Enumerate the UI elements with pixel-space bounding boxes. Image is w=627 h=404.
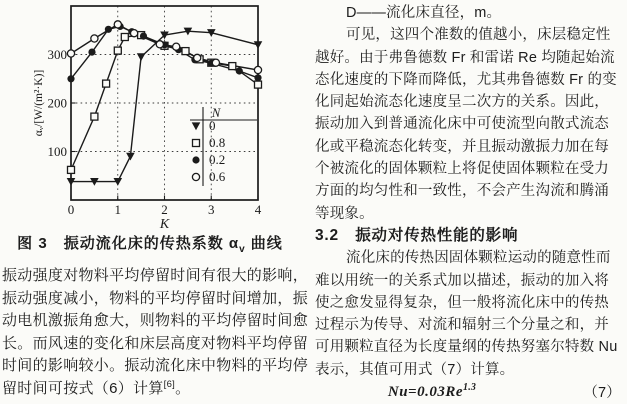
right-column — [315, 2, 627, 403]
equation-body: Nu=0.03Re — [387, 384, 464, 401]
figure-caption-subscript: v — [239, 244, 246, 255]
text-line: 流化床的传热因固体颗粒运动的随意性而 — [346, 250, 611, 267]
figure-caption-label: 图 3 — [17, 235, 48, 252]
figure-caption-text: 振动流化床的传热系数 α — [47, 235, 240, 252]
equation-7 — [315, 381, 627, 403]
right-column-lines — [315, 2, 627, 381]
y-axis-label: αᵥ/[W/(m²·K)] — [33, 69, 45, 137]
text-line: 动电机激振角愈大，则物料的平均停留时间愈 — [2, 312, 309, 330]
x-axis-label: K — [159, 217, 170, 232]
text-line: 表示，其值可用式（7）计算。 — [315, 361, 515, 378]
text-line: 化同起始流态化速度呈二次方的关系。因此， — [315, 94, 609, 111]
text-line: 化或平稳流态化转变，并且振动激振力加在每 — [315, 138, 609, 155]
text-line: 振动强度减小，物料的平均停留时间增加，振 — [2, 289, 309, 307]
chart-svg — [0, 0, 310, 258]
text-line: 方面的均匀性和一致性，不会产生沟流和腾涌 — [315, 183, 609, 200]
curve-N-0 — [71, 31, 258, 181]
text-line: 使之愈发显得复杂，但一般将流化床中的传热 — [315, 294, 609, 311]
heat-transfer-coefficient-chart — [0, 0, 310, 263]
text-line: D——流化床直径，m。 — [346, 5, 502, 21]
svg-text:300: 300 — [47, 47, 67, 62]
text-line: 时间的影响较小。振动流化床中物料的平均停 — [2, 357, 309, 375]
svg-text:0: 0 — [67, 202, 75, 217]
equation-number: （7） — [583, 385, 621, 402]
text-line: 振动加入到普通流化床中可使流型向散式流态 — [315, 116, 609, 133]
svg-text:4: 4 — [254, 202, 262, 217]
svg-text:2: 2 — [161, 202, 168, 217]
legend-title: N — [211, 106, 221, 120]
figure-caption — [0, 232, 300, 255]
legend-label: 0 — [209, 118, 216, 133]
svg-text:3: 3 — [208, 202, 215, 217]
svg-text:1: 1 — [114, 202, 121, 217]
text-line: 个被流化的固体颗粒上将促使固体颗粒在受力 — [315, 161, 609, 178]
text-line: 长。而风速的变化和床层高度对物料平均停留 — [2, 334, 309, 352]
legend-label: 0.2 — [209, 152, 226, 167]
text-line-fragment: 。 — [175, 379, 191, 397]
text-line: 等现象。 — [315, 205, 374, 222]
legend-label: 0.6 — [209, 169, 226, 184]
figure-caption-tail: 曲线 — [245, 235, 283, 252]
text-line-fragment: 留时间可按式（6）计算 — [2, 379, 164, 397]
text-line: 可见，这四个准数的值越小，床层稳定性 — [346, 27, 611, 44]
text-line: 振动强度对物料平均停留时间有很大的影响， — [2, 267, 309, 284]
citation-marker: [6] — [163, 378, 176, 390]
text-line: 可用颗粒直径为长度量纲的传热努塞尔特数 Nu — [315, 339, 618, 356]
text-line: 态化速度的下降而降低，尤其弗鲁德数 Fr 的变 — [315, 71, 617, 88]
text-line — [2, 378, 310, 401]
figure-3 — [0, 0, 312, 258]
text-line: 越好。由于弗鲁德数 Fr 和雷诺 Re 均随起始流 — [315, 49, 615, 66]
svg-text:200: 200 — [47, 95, 67, 111]
text-line: 难以用统一的关系式加以描述，振动的加入将 — [315, 272, 609, 289]
svg-text:100: 100 — [47, 144, 67, 159]
section-heading: 3.2 振动对传热性能的影响 — [315, 226, 519, 244]
legend-label: 0.8 — [209, 135, 226, 150]
equation-exponent: 1.3 — [463, 382, 477, 394]
left-column-paragraph — [2, 265, 310, 401]
text-line: 过程示为传导、对流和辐射三个分量之和，并 — [315, 317, 609, 334]
